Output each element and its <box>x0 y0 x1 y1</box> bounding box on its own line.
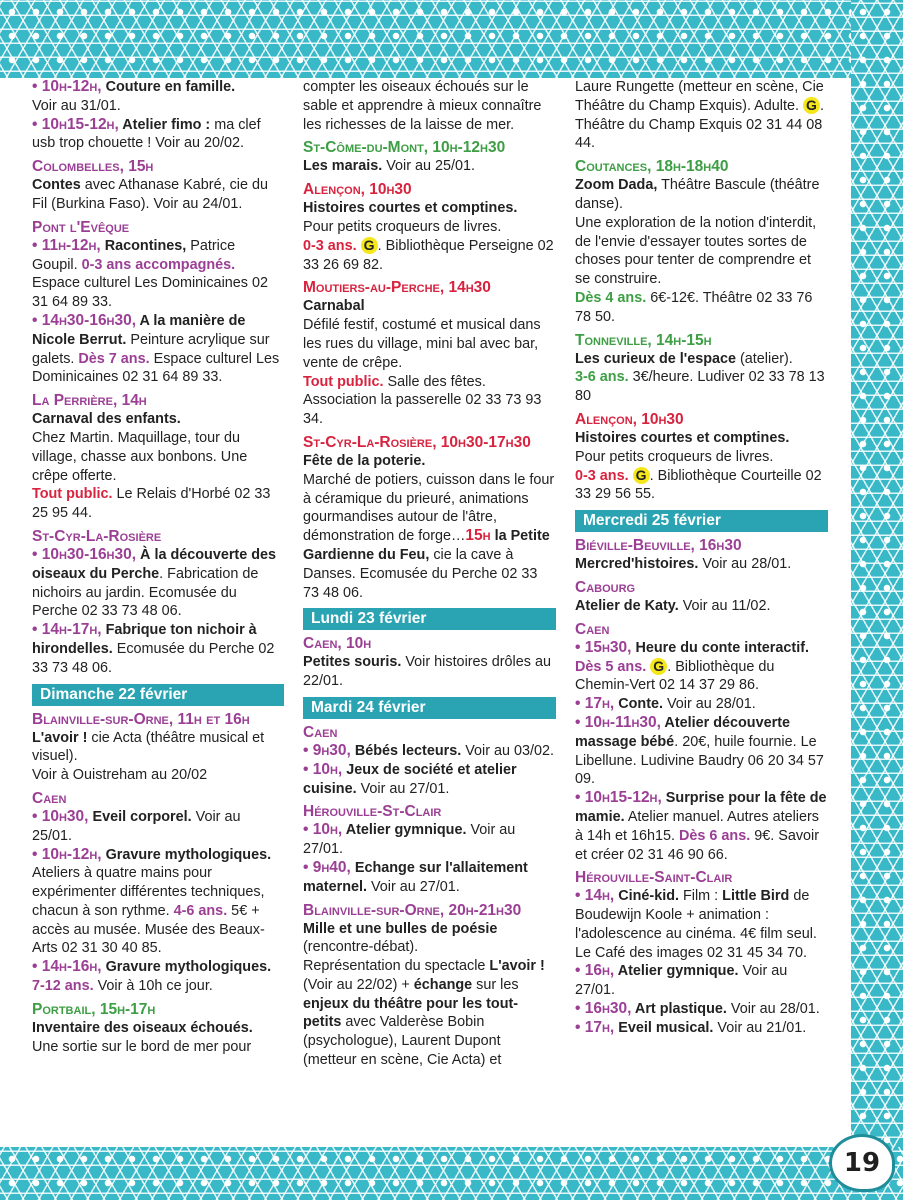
event-entry <box>575 555 828 574</box>
event-entry <box>303 859 556 897</box>
event-entry <box>303 452 556 602</box>
event-text: Représentation du spectacle <box>303 958 490 975</box>
event-time: • 10h30-16h30, <box>32 545 137 563</box>
location-heading: Alençon, 10h30 <box>303 181 412 199</box>
event-title: Heure du conte interactif. <box>631 639 809 656</box>
event-entry <box>303 78 556 134</box>
age-label: 0-3 ans. <box>303 237 357 254</box>
event-title: Petites souris. <box>303 654 402 671</box>
event-text: cie Acta (théâtre musical et visuel). <box>32 729 265 765</box>
location-heading: Caen, 10h <box>303 635 372 653</box>
event-title: Histoires courtes et comptines. <box>303 200 518 217</box>
event-title: enjeux du théâtre pour les tout-petits <box>303 995 519 1031</box>
event-text: (Voir au 22/02) + <box>303 976 414 993</box>
event-time: • 14h-16h, <box>32 958 102 976</box>
event-title: Atelier gymnique. <box>342 822 467 839</box>
age-label: 0-3 ans accompagnés. <box>81 256 236 273</box>
event-title: Zoom Dada, <box>575 177 658 194</box>
event-time: • 14h30-16h30, <box>32 311 137 329</box>
location-heading: Pont l'Evêque <box>32 218 130 236</box>
event-entry <box>575 714 828 789</box>
event-entry <box>303 199 556 274</box>
location-heading: Caen <box>32 789 67 807</box>
event-entry <box>303 653 556 691</box>
event-entry <box>303 920 556 1070</box>
event-title: Mille et une bulles de poésie <box>303 920 498 937</box>
event-entry <box>32 546 284 621</box>
event-text: Voir au 27/01. <box>575 963 788 999</box>
event-text: ma clef usb trop chouette ! Voir au 20/02. <box>32 116 261 152</box>
page-number: 19 <box>843 1148 881 1178</box>
event-entry <box>32 958 284 996</box>
event-entry <box>575 429 828 504</box>
event-text: Défilé festif, costumé et musical dans les rues du village, mini bal avec bar, vente de crêpe. <box>303 317 541 371</box>
location-heading: Colombelles, 15h <box>32 158 154 176</box>
decorative-pattern-right <box>851 0 903 1200</box>
age-label: Dès 4 ans. <box>575 289 647 306</box>
page-number-badge <box>829 1134 895 1192</box>
event-entry <box>303 742 556 761</box>
event-text: . Bibliothèque Courteille 02 33 29 56 55. <box>575 467 822 503</box>
event-entry <box>575 695 828 714</box>
audience-label: Tout public. <box>32 486 113 503</box>
location-heading: Blainville-sur-Orne, 11h et 16h <box>32 710 250 728</box>
location-heading: Portbail, 15h-17h <box>32 1000 156 1018</box>
event-time: • 10h-12h, <box>32 845 102 863</box>
event-time: • 16h, <box>575 962 615 980</box>
location-heading: St-Cyr-La-Rosière <box>32 527 162 545</box>
event-text: . Bibliothèque Perseigne 02 33 26 69 82. <box>303 237 554 273</box>
event-title: Atelier de Katy. <box>575 597 679 614</box>
event-title: Atelier fimo : <box>118 116 211 133</box>
event-text: Théâtre Bascule (théâtre danse). <box>575 177 820 212</box>
event-text: Chez Martin. Maquillage, tour du village, chasse aux bonbons. Une crêpe offerte. <box>32 429 248 484</box>
event-time: • 10h15-12h, <box>32 115 119 133</box>
event-text: Voir à 10h ce jour. <box>93 978 213 995</box>
event-text: . Théâtre du Champ Exquis 02 31 44 08 44. <box>575 97 824 152</box>
event-entry <box>32 116 284 154</box>
event-text: Voir au 31/01. <box>32 97 121 114</box>
event-title: Gravure mythologiques. <box>101 846 272 863</box>
location-heading: Caen <box>575 620 610 638</box>
event-time: • 10h-12h, <box>32 78 102 95</box>
event-text: Voir au 27/01. <box>367 878 460 895</box>
column-3 <box>575 78 828 1038</box>
column-1 <box>32 78 284 1056</box>
event-text: Voir au 28/01. <box>663 696 756 713</box>
event-time: • 17h, <box>575 1018 615 1036</box>
event-title: Mercred'histoires. <box>575 556 699 573</box>
event-text: Voir au 25/01. <box>32 808 241 844</box>
location-heading: Hérouville-Saint-Clair <box>575 869 733 887</box>
event-entry <box>32 410 284 523</box>
event-text: 6€-12€. Théâtre 02 33 76 78 50. <box>575 289 813 325</box>
location-heading: Alençon, 10h30 <box>575 410 684 428</box>
event-entry <box>32 78 284 116</box>
event-entry <box>575 962 828 1000</box>
event-title: Eveil corporel. <box>88 808 192 825</box>
day-header: Mardi 24 février <box>303 697 556 719</box>
event-entry <box>575 597 828 616</box>
event-text: Atelier manuel. Autres ateliers à 14h et 16h15. <box>575 808 819 844</box>
event-text: Voir au 27/01. <box>356 780 450 797</box>
event-title: Conte. <box>614 696 663 713</box>
event-text: (atelier). <box>736 350 793 367</box>
event-text: Ateliers à quatre mains pour expérimenter différentes techniques, chacun à son rythme. <box>32 865 265 919</box>
free-g-icon: G <box>650 658 667 675</box>
event-title: Contes <box>32 177 81 194</box>
event-entry <box>32 1019 284 1057</box>
event-text: cie la cave à Danses. Ecomusée du Perche 02 33 73 48 06. <box>303 546 538 601</box>
event-entry <box>575 1019 828 1038</box>
location-heading: Hérouville-St-Clair <box>303 803 442 821</box>
event-text: . Bibliothèque du Chemin-Vert 02 14 37 29 86. <box>575 658 775 694</box>
event-title: Les marais. <box>303 158 383 175</box>
event-entry <box>32 729 284 785</box>
event-text: Voir au 25/01. <box>382 158 476 175</box>
event-title: Carnaval des enfants. <box>32 411 181 428</box>
location-heading: Coutances, 18h-18h40 <box>575 158 729 176</box>
event-title: Carnabal <box>303 298 365 315</box>
column-2 <box>303 78 556 1070</box>
location-heading: Tonneville, 14h-15h <box>575 331 712 349</box>
event-text: Ecomusée du Perche 02 33 73 48 06. <box>32 640 275 676</box>
event-entry <box>303 157 556 176</box>
event-text: (rencontre-débat). <box>303 939 419 956</box>
event-text: Voir à Ouistreham au 20/02 <box>32 767 208 784</box>
event-entry <box>32 176 284 214</box>
event-title: Little Bird <box>722 888 790 905</box>
event-text: . Fabrication de nichoirs au jardin. Ecomusée du Perche 02 33 73 48 06. <box>32 565 259 620</box>
event-text: de Boudewijn Koole + animation : l'adolescence au cinéma. 4€ film seul. Le Café des images 02 31 45 34 70. <box>575 888 817 961</box>
event-time: • 10h, <box>303 821 343 839</box>
event-title: Racontines, <box>100 237 187 254</box>
free-g-icon: G <box>633 467 650 484</box>
event-text: Voir au 11/02. <box>678 597 771 614</box>
event-time: • 17h, <box>575 695 615 713</box>
event-text: compter les oiseaux échoués sur le sable et apprendre à mieux connaître les richesses de la laisse de mer. <box>303 79 542 133</box>
age-label: Dès 7 ans. <box>78 350 150 367</box>
decorative-pattern-top <box>0 0 903 78</box>
event-text: Voir au 27/01. <box>303 822 516 858</box>
event-title: Atelier gymnique. <box>614 963 739 980</box>
age-label: Dès 5 ans. <box>575 658 647 675</box>
event-entry <box>575 639 828 695</box>
event-text: Pour petits croqueurs de livres. <box>303 218 502 235</box>
event-time: • 10h30, <box>32 807 89 825</box>
event-time: • 10h15-12h, <box>575 789 662 807</box>
event-entry <box>303 761 556 799</box>
event-title: Jeux de société et atelier cuisine. <box>303 761 517 797</box>
event-text: Une sortie sur le bord de mer pour <box>32 1038 252 1055</box>
event-entry <box>575 350 828 406</box>
location-heading: La Perrière, 14h <box>32 392 147 410</box>
event-title: Gravure mythologiques. <box>101 959 272 976</box>
audience-label: Tout public. <box>303 373 384 390</box>
event-time: • 9h40, <box>303 858 351 876</box>
age-label: 3-6 ans. <box>575 369 629 386</box>
event-time: • 14h-17h, <box>32 621 102 639</box>
event-time: • 16h30, <box>575 1000 632 1018</box>
event-time: • 11h-12h, <box>32 236 101 254</box>
event-text: . 20€, huile fournie. Le Libellune. Ludivine Baudry 06 20 34 57 09. <box>575 733 824 788</box>
event-text: Peinture acrylique sur galets. <box>32 331 270 367</box>
location-heading: Biéville-Beuville, 16h30 <box>575 537 742 555</box>
event-title: Inventaire des oiseaux échoués. <box>32 1019 253 1036</box>
event-title: Eveil musical. <box>614 1019 714 1036</box>
age-label: 7-12 ans. <box>32 978 94 995</box>
event-title: Surprise pour la fête de mamie. <box>575 790 827 825</box>
event-text: Laure Rungette (metteur en scène, Cie Théâtre du Champ Exquis). Adulte. <box>575 79 824 114</box>
free-g-icon: G <box>803 97 820 114</box>
event-entry <box>575 789 828 864</box>
event-time: • 14h, <box>575 887 615 905</box>
day-header: Dimanche 22 février <box>32 684 284 706</box>
day-header: Lundi 23 février <box>303 608 556 630</box>
event-title: la Petite Gardienne du Feu, <box>303 528 550 563</box>
event-title: Les curieux de l'espace <box>575 350 737 367</box>
event-title: Ciné-kid. <box>614 888 679 905</box>
location-heading: Cabourg <box>575 578 636 596</box>
event-text: Espace culturel Les Dominicaines 02 31 64 89 33. <box>32 350 280 386</box>
event-time: • 10h-11h30, <box>575 713 661 731</box>
event-entry <box>303 297 556 429</box>
event-text: avec Athanase Kabré, cie du Fil (Burkina Faso). Voir au 24/01. <box>32 177 268 212</box>
event-text: Patrice Goupil. <box>32 237 236 273</box>
age-label: 0-3 ans. <box>575 467 629 484</box>
event-text: sur les <box>472 976 519 993</box>
event-title: L'avoir ! <box>32 729 88 746</box>
decorative-pattern-bottom <box>0 1147 903 1200</box>
event-entry <box>32 312 284 387</box>
location-heading: Moutiers-au-Perche, 14h30 <box>303 279 491 297</box>
event-title: Atelier découverte massage bébé <box>575 714 790 750</box>
event-title: Echange sur l'allaitement maternel. <box>303 859 528 895</box>
event-text: Voir histoires drôles au 22/01. <box>303 654 551 690</box>
event-title: A la manière de Nicole Berrut. <box>32 312 246 348</box>
event-text: Espace culturel Les Dominicaines 02 31 64 89 33. <box>32 275 268 311</box>
event-text: avec Valderèse Bobin (psychologue), Laurent Dupont (metteur en scène, Cie Acta) et <box>303 1014 502 1069</box>
event-time: • 15h30, <box>575 638 632 656</box>
event-time: 15h <box>465 527 491 545</box>
age-label: Dès 6 ans. <box>679 827 751 844</box>
event-entry <box>575 78 828 153</box>
location-heading: Blainville-sur-Orne, 20h-21h30 <box>303 901 522 919</box>
event-title: échange <box>413 976 473 993</box>
event-entry <box>575 1000 828 1019</box>
event-entry <box>32 237 284 312</box>
event-entry <box>303 821 556 859</box>
location-heading: St-Côme-du-Mont, 10h-12h30 <box>303 139 506 157</box>
event-text: Le Relais d'Horbé 02 33 25 95 44. <box>32 486 271 522</box>
event-text: Marché de potiers, cuisson dans le four à céramique du prieuré, animations gourmandises autour de l'âtre, démonstration de forge… <box>303 471 555 545</box>
free-g-icon: G <box>361 237 378 254</box>
event-title: Bébés lecteurs. <box>350 742 462 759</box>
event-text: 5€ + accès au musée. Musée des Beaux-Arts 02 31 30 40 85. <box>32 902 265 957</box>
event-text: Voir au 21/01. <box>713 1019 807 1036</box>
event-text: Pour petits croqueurs de livres. <box>575 448 774 465</box>
event-text: Salle des fêtes. Association la passerelle 02 33 73 93 34. <box>303 373 542 428</box>
event-title: À la découverte des oiseaux du Perche <box>32 546 277 582</box>
event-title: Histoires courtes et comptines. <box>575 429 790 446</box>
location-heading: Caen <box>303 723 338 741</box>
event-time: • 10h, <box>303 760 343 778</box>
event-text: Voir au 03/02. <box>461 742 555 759</box>
event-text: Une exploration de la notion d'interdit, de l'envie d'essayer toutes sortes de choses pour tenter de comprendre et se construire. <box>575 214 817 288</box>
event-text: Voir au 28/01. <box>726 1001 820 1018</box>
event-title: Fête de la poterie. <box>303 452 426 469</box>
day-header: Mercredi 25 février <box>575 510 828 532</box>
event-entry <box>575 887 828 962</box>
event-text: Voir au 28/01. <box>698 556 792 573</box>
event-title: Fabrique ton nichoir à hirondelles. <box>32 622 257 657</box>
age-label: 4-6 ans. <box>173 902 228 919</box>
event-text: 3€/heure. Ludiver 02 33 78 13 80 <box>575 369 825 405</box>
event-title: L'avoir ! <box>489 958 545 975</box>
event-title: Art plastique. <box>631 1001 727 1018</box>
event-entry <box>32 846 284 959</box>
location-heading: St-Cyr-La-Rosière, 10h30-17h30 <box>303 433 531 451</box>
event-entry <box>32 621 284 677</box>
event-time: • 9h30, <box>303 741 351 759</box>
event-entry <box>575 176 828 326</box>
event-entry <box>32 808 284 846</box>
event-text: 9€. Savoir et créer 02 31 46 90 66. <box>575 827 820 863</box>
event-text: Film : <box>679 888 723 905</box>
event-title: Couture en famille. <box>101 79 236 95</box>
